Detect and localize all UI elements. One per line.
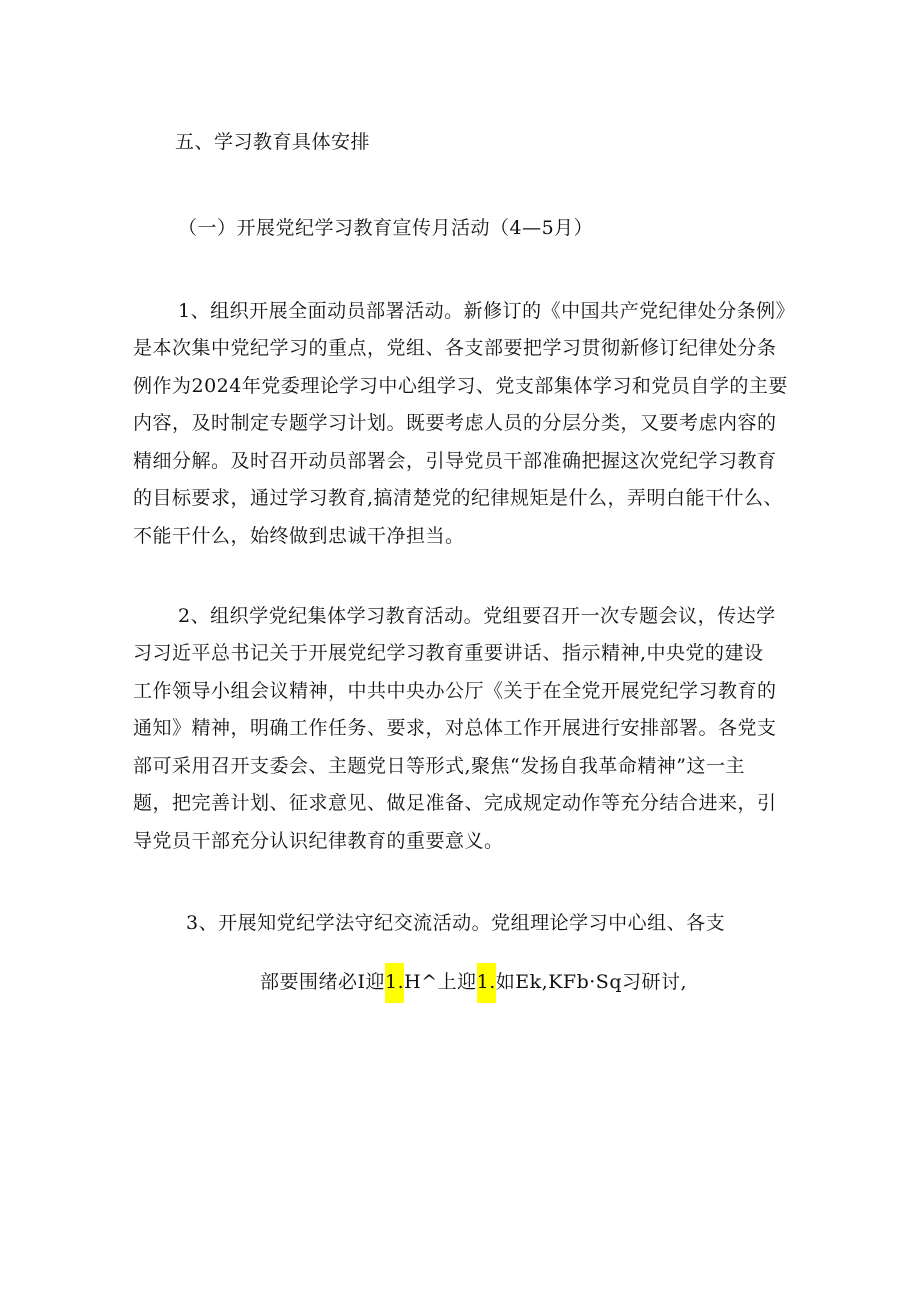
ocr-text-segment: 如Ek,KFb·Sq习研讨, — [495, 971, 688, 993]
paragraph-2-line: 题，把完善计划、征求意见、做足准备、完成规定动作等充分结合进来，引 — [133, 792, 777, 814]
paragraph-1-line: 不能干什么，始终做到忠诚干净担当。 — [133, 525, 465, 547]
paragraph-1-line: 精细分解。及时召开动员部署会，引导党员干部准确把握这次党纪学习教育 — [133, 450, 777, 472]
paragraph-3-ocr-line — [260, 969, 687, 995]
highlighted-text: 1. — [477, 963, 496, 1003]
paragraph-1-line: 的目标要求，通过学习教育,搞清楚党的纪律规矩是什么，弄明白能干什么、 — [133, 487, 784, 509]
paragraph-2-line: 习习近平总书记关于开展党纪学习教育重要讲话、指示精神,中央党的建设 — [133, 642, 764, 664]
paragraph-2-line: 导党员干部充分认识纪律教育的重要意义。 — [133, 830, 504, 852]
paragraph-1-line: 是本次集中党纪学习的重点，党组、各支部要把学习贯彻新修订纪律处分条 — [133, 337, 777, 359]
paragraph-2-line: 通知》精神，明确工作任务、要求，对总体工作开展进行安排部署。各党支 — [133, 717, 777, 739]
paragraph-2-line: 2、组织学党纪集体学习教育活动。党组要召开一次专题会议，传达学 — [178, 605, 776, 627]
subsection-heading: （一）开展党纪学习教育宣传月活动（4—5月） — [178, 217, 594, 239]
highlighted-text: 1. — [385, 963, 404, 1003]
paragraph-2-line: 工作领导小组会议精神，中共中央办公厅《关于在全党开展党纪学习教育的 — [133, 680, 777, 702]
paragraph-1-line: 内容，及时制定专题学习计划。既要考虑人员的分层分类，又要考虑内容的 — [133, 412, 777, 434]
paragraph-2-line: 部可采用召开支委会、主题党日等形式,聚焦“发扬自我革命精神”这一主 — [133, 755, 745, 777]
paragraph-3-line: 3、开展知党纪学法守纪交流活动。党组理论学习中心组、各支 — [186, 912, 726, 934]
paragraph-1-line: 1、组织开展全面动员部署活动。新修订的《中国共产党纪律处分条例》 — [178, 300, 796, 322]
paragraph-1-line: 例作为2024年党委理论学习中心组学习、党支部集体学习和党员自学的主要 — [133, 375, 788, 397]
section-heading: 五、学习教育具体安排 — [175, 131, 371, 153]
ocr-text-segment: 部要围绪必I迎 — [260, 971, 386, 993]
ocr-text-segment: H^上迎 — [404, 971, 477, 993]
